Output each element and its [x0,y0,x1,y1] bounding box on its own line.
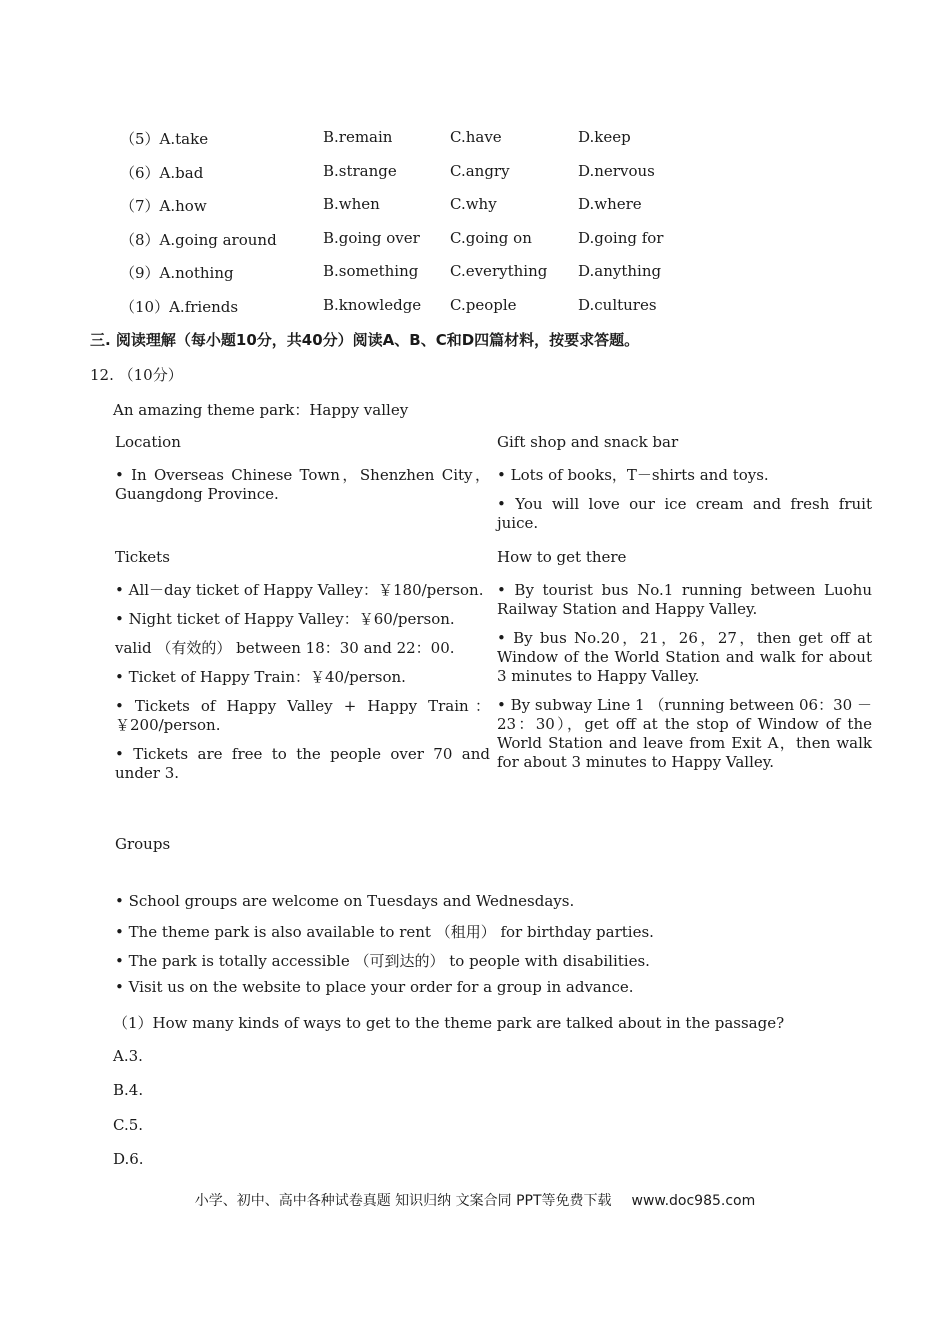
location-section [115,433,490,504]
option-b: B.knowledge [323,296,422,314]
groups-item: • The theme park is also available to rent （租用） for birthday parties. [115,923,654,941]
location-item: • In Overseas Chinese Town，Shenzhen City，Guangdong Province. [115,466,490,503]
footer-text: 小学、初中、高中各种试卷真题 知识归纳 文案合同 PPT等免费下载 [194,1193,612,1209]
ticket-item: • Tickets are free to the people over 70 and under 3. [115,745,490,782]
option-c: C.going on [450,229,532,247]
ticket-item: • Night ticket of Happy Valley：￥60/person. [115,610,455,628]
option-b: B.remain [323,128,393,146]
transport-item: • By bus No.20，21，26，27，then get off at Window of the World Station and walk for about 3 minutes to Happy Valley. [497,629,872,685]
answer-choice-b[interactable]: B.4. [113,1081,144,1099]
option-row-a: （6）A.bad [120,164,204,182]
footer-url[interactable]: www.doc985.com [631,1193,756,1209]
option-d: D.keep [578,128,631,146]
option-c: C.have [450,128,502,146]
ticket-item: • Tickets of Happy Valley + Happy Train：￥200/person. [115,697,490,734]
option-d: D.going for [578,229,664,247]
option-d: D.where [578,195,642,213]
transport-item: • By tourist bus No.1 running between Luohu Railway Station and Happy Valley. [497,581,872,618]
page-footer [0,1190,950,1210]
option-c: C.why [450,195,497,213]
answer-choice-d[interactable]: D.6. [113,1150,144,1168]
groups-item: • School groups are welcome on Tuesdays and Wednesdays. [115,892,575,910]
tickets-heading: Tickets [115,548,170,566]
option-d: D.cultures [578,296,657,314]
gift-shop-item: • Lots of books，T－shirts and toys. [497,466,769,484]
gift-shop-heading: Gift shop and snack bar [497,433,679,451]
ticket-item: • Ticket of Happy Train：￥40/person. [115,668,406,686]
option-b: B.strange [323,162,397,180]
question-number: 12. （10分） [90,366,183,384]
option-b: B.something [323,262,419,280]
passage-title: An amazing theme park：Happy valley [113,401,409,419]
option-b: B.when [323,195,380,213]
option-c: C.angry [450,162,510,180]
section-heading: 三. 阅读理解（每小题10分，共40分）阅读A、B、C和D四篇材料，按要求答题。 [90,331,640,349]
groups-heading: Groups [115,835,171,853]
sub-question-stem: （1）How many kinds of ways to get to the theme park are talked about in the passage? [113,1014,785,1032]
how-to-get-heading: How to get there [497,548,627,566]
option-row-a: （8）A.going around [120,231,277,249]
groups-item: • The park is totally accessible （可到达的） to people with disabilities. [115,952,650,970]
option-row-a: （5）A.take [120,130,209,148]
option-c: C.people [450,296,517,314]
gift-shop-section [497,433,872,533]
option-row-a: （9）A.nothing [120,264,234,282]
gift-shop-item: • You will love our ice cream and fresh fruit juice. [497,495,872,532]
option-b: B.going over [323,229,420,247]
tickets-section [115,548,490,783]
option-d: D.nervous [578,162,655,180]
ticket-item: valid （有效的） between 18：30 and 22：00. [115,639,455,657]
option-row-a: （10）A.friends [120,298,239,316]
ticket-item: • All－day ticket of Happy Valley：￥180/person. [115,581,484,599]
groups-item: • Visit us on the website to place your order for a group in advance. [115,978,634,996]
location-heading: Location [115,433,181,451]
answer-choice-a[interactable]: A.3. [113,1047,143,1065]
option-row-a: （7）A.how [120,197,207,215]
how-to-get-section [497,548,872,772]
transport-item: • By subway Line 1 （running between 06：30 － 23：30），get off at the stop of Window of the World Station and leave from Exit A，then walk for about 3 minutes to Happy Valley. [497,696,872,771]
option-d: D.anything [578,262,662,280]
option-c: C.everything [450,262,548,280]
answer-choice-c[interactable]: C.5. [113,1116,144,1134]
